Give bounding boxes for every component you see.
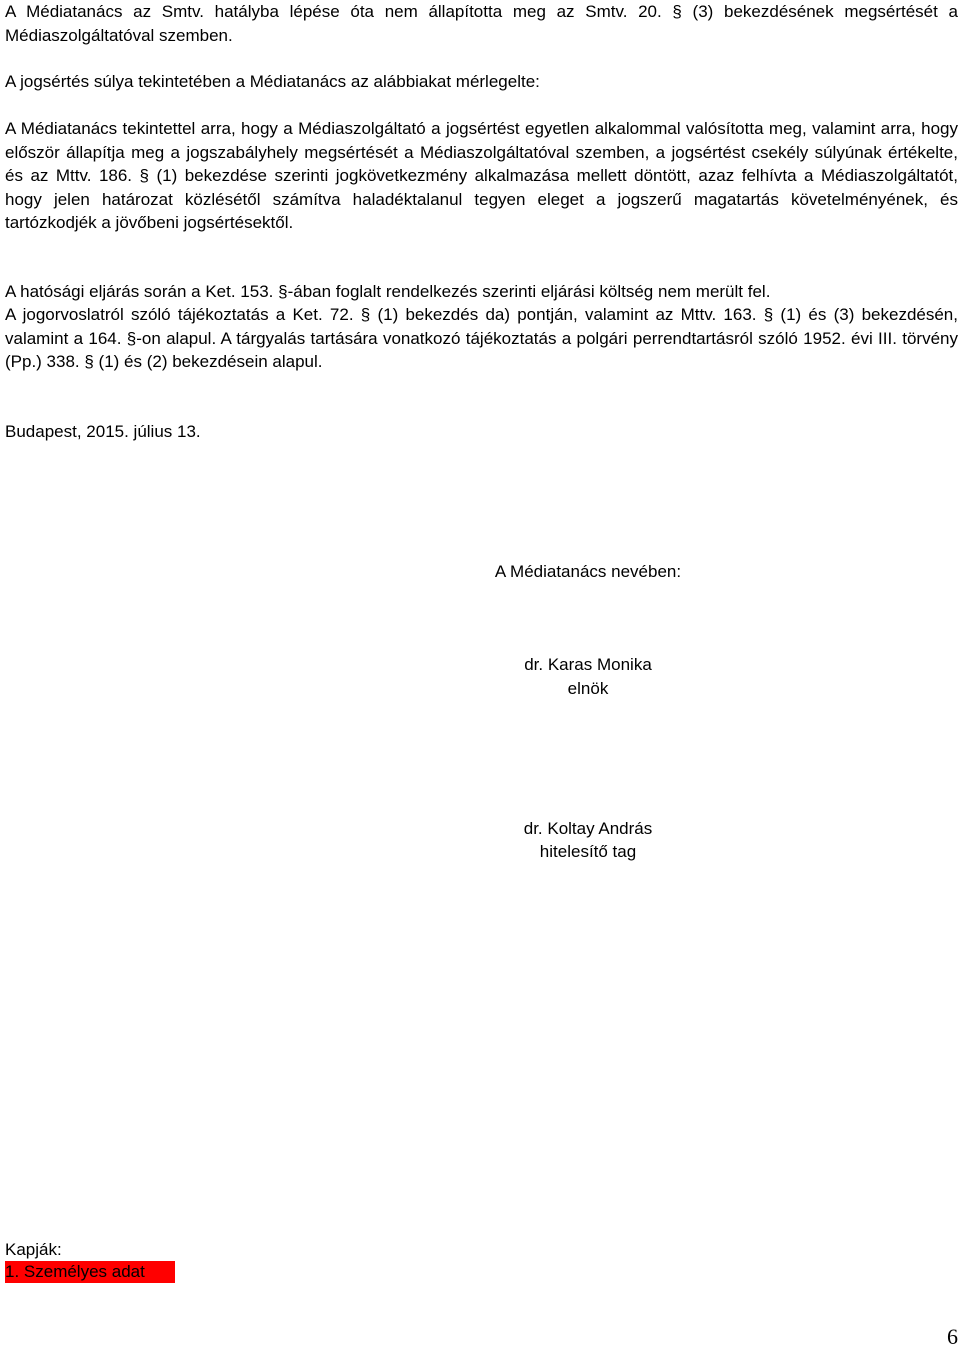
signatory-name-chair: dr. Karas Monika <box>524 655 652 674</box>
paragraph-costs: A hatósági eljárás során a Ket. 153. §-ában foglalt rendelkezés szerinti eljárási költség nem merült fel. <box>5 282 771 301</box>
paragraph-decision-reasoning: A Médiatanács tekintettel arra, hogy a Médiaszolgáltató a jogsértést egyetlen alkalommal valósította meg, valamint arra, hogy először állapítja meg a jogszabályhely megsértését a Médiaszolgáltatóval szemben, a jogsértést csekély súlyúnak értékelte, és az Mttv. 186. § (1) bekezdése szerinti jogkövetkezmény alkalmazása mellett döntött, azaz felhívta a Médiaszolgáltatót, hogy jelen határozat közlésétől számítva haladéktalanul tegyen eleget a jogszerű magatartás követelményének, és tartózkodjék a jövőbeni jogsértésektől. <box>5 119 958 232</box>
paragraph-previous-violations: A Médiatanács az Smtv. hatályba lépése óta nem állapította meg az Smtv. 20. § (3) bekezdésének megsértését a Médiaszolgáltatóval szemben. <box>5 2 958 45</box>
signature-on-behalf: A Médiatanács nevében: <box>494 562 682 581</box>
place-date: Budapest, 2015. július 13. <box>5 422 201 441</box>
signatory-role-authenticator: hitelesítő tag <box>539 842 637 861</box>
paragraph-weight-intro: A jogsértés súlya tekintetében a Médiatanács az alábbiakat mérlegelte: <box>5 72 540 91</box>
paragraph-legal-remedy: A jogorvoslatról szóló tájékoztatás a Ket. 72. § (1) bekezdés da) pontján, valamint az Mttv. 163. § (1) és (3) bekezdésén, valamint a 164. §-on alapul. A tárgyalás tartására vonatkozó tájékoztatás a polgári perrendtartásról szóló 1952. évi III. törvény (Pp.) 338. § (1) és (2) bekezdésein alapul. <box>5 305 958 371</box>
recipient-item-redacted: 1. Személyes adat <box>5 1261 175 1283</box>
recipients-label: Kapják: <box>5 1240 62 1259</box>
signatory-name-authenticator: dr. Koltay András <box>523 819 653 838</box>
page-number: 6 <box>947 1324 958 1349</box>
signatory-role-chair: elnök <box>567 679 609 698</box>
